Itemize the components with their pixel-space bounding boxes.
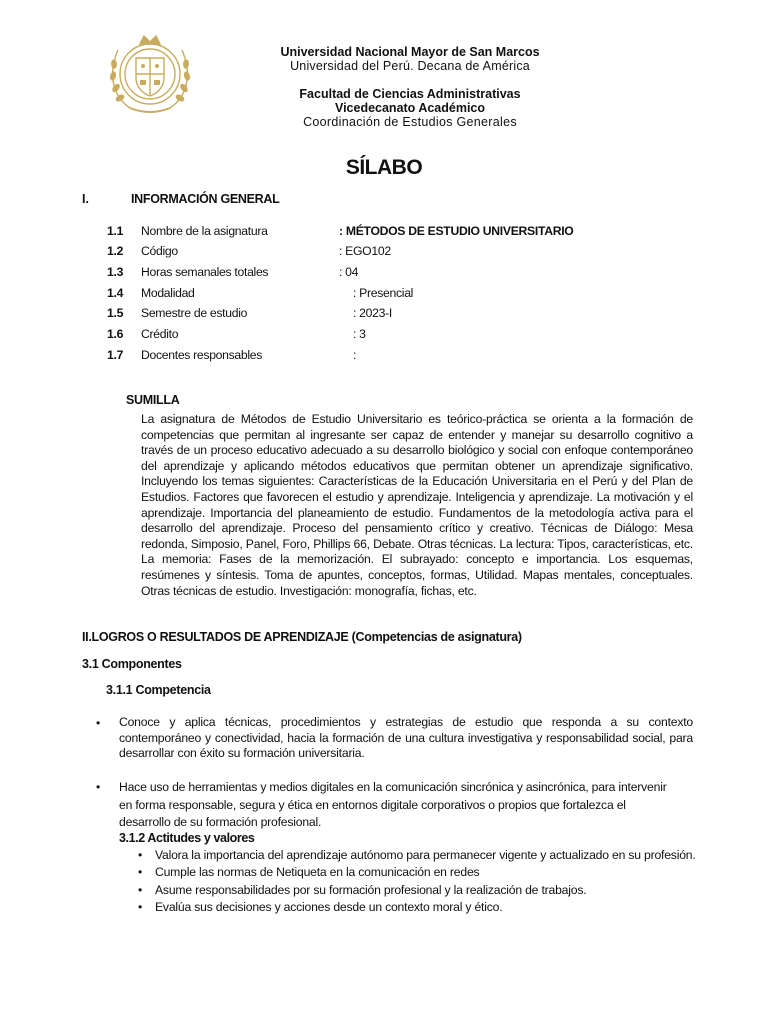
bullet-marker: • (138, 900, 143, 915)
attitude-text: Evalúa sus decisiones y acciones desde un contexto moral y ético. (155, 900, 503, 915)
list-item (138, 864, 696, 881)
section1-title: INFORMACIÓN GENERAL (131, 192, 280, 206)
row-label: Crédito (141, 327, 179, 341)
attitudes-heading: 3.1.2 Actitudes y valores (119, 831, 255, 845)
row-label: Docentes responsables (141, 348, 263, 362)
row-label: Modalidad (141, 286, 195, 300)
attitude-text: Valora la importancia del aprendizaje autónomo para permanecer vigente y actualizado en su profesión. (155, 848, 696, 862)
row-value: : 04 (339, 265, 359, 279)
sumilla-title: SUMILLA (126, 393, 180, 407)
competence-heading: 3.1.1 Competencia (106, 683, 211, 697)
section2-title: II.LOGROS O RESULTADOS DE APRENDIZAJE (Competencias de asignatura) (82, 630, 522, 644)
bullet-2-line: en forma responsable, segura y ética en entornos digitale corporativos o propios que fortalezca el (119, 797, 626, 812)
faculty-name: Facultad de Ciencias Administrativas (299, 87, 521, 101)
sumilla-text: La asignatura de Métodos de Estudio Universitario es teórico-práctica se orienta a la formación de competencias que permitan al ingresante ser capaz de entender y manejar su desarrollo cognitivo a través de un proceso educativo adecuado a su desarrollo biológico y social con enfoque contemporáneo del aprendizaje y aplicando métodos educativos que permitan obtener un aprendizaje significativo. Incluyendo los temas siguientes: Características de la Educación Universitaria en el Perú y del Plan de Estudios. Factores que favorecen el estudio y aprendizaje. Inteligencia y aprendizaje. La motivación y el aprendizaje. Importancia del planeamiento de estudio. Fundamentos de la metodología activa para el desarrollo del aprendizaje. Proceso del pensamiento crítico y creativo. Técnicas de Diálogo: Mesa redonda, Simposio, Panel, Foro, Phillips 66, Debate. Otras técnicas. La lectura: Tipos, características, etc. La memoria: Fases de la memorización. El subrayado: concepto e importancia. Los esquemas, resúmenes y síntesis. Toma de apuntes, conceptos, formas, Utilidad. Mapas mentales, conceptuales. Otras técnicas de estudio. Investigación: monografía, fichas, etc. (141, 412, 693, 598)
bullet-2-line: desarrollo de su formación profesional. (119, 815, 322, 829)
row-number: 1.4 (107, 286, 124, 300)
document-title: SÍLABO (345, 156, 423, 179)
info-row-credit (0, 327, 768, 347)
bullet-marker: • (138, 848, 143, 862)
list-item (138, 899, 696, 916)
bullet-2-line: Hace uso de herramientas y medios digitales en la comunicación sincrónica y asincrónica, para intervenir (119, 780, 667, 794)
coordination-name: Coordinación de Estudios Generales (303, 115, 517, 129)
list-item (138, 847, 696, 864)
university-seal-logo (100, 28, 200, 114)
row-value: : MÉTODOS DE ESTUDIO UNIVERSITARIO (339, 224, 574, 238)
list-item (138, 882, 696, 899)
university-name: Universidad Nacional Mayor de San Marcos (280, 45, 540, 59)
row-number: 1.1 (107, 224, 124, 238)
row-number: 1.7 (107, 348, 124, 362)
university-subtitle: Universidad del Perú. Decana de América (290, 59, 530, 73)
info-row-weekly-hours (0, 265, 768, 285)
bullet-marker: • (96, 716, 101, 730)
bullet-marker: • (138, 865, 143, 880)
vice-dean-office: Vicedecanato Académico (334, 101, 486, 115)
row-label: Horas semanales totales (141, 265, 269, 279)
row-label: Código (141, 244, 178, 258)
competence-bullet-2 (119, 779, 699, 832)
info-row-course-name (0, 224, 768, 244)
attitude-text: Cumple las normas de Netiqueta en la comunicación en redes (155, 865, 480, 880)
row-number: 1.5 (107, 306, 124, 320)
row-number: 1.6 (107, 327, 124, 341)
info-row-modality (0, 286, 768, 306)
row-value: : EGO102 (339, 244, 391, 258)
row-value: : 3 (353, 327, 366, 341)
info-row-code (0, 244, 768, 264)
row-label: Nombre de la asignatura (141, 224, 268, 238)
attitude-text: Asume responsabilidades por su formación profesional y la realización de trabajos. (155, 882, 587, 897)
info-row-semester (0, 306, 768, 326)
row-value: : (353, 348, 357, 362)
row-number: 1.3 (107, 265, 124, 279)
components-heading: 3.1 Componentes (82, 657, 182, 671)
row-value: : Presencial (353, 286, 414, 300)
section1-number: I. (82, 192, 89, 206)
row-value: : 2023-I (353, 306, 392, 320)
bullet-marker: • (138, 882, 143, 897)
row-number: 1.2 (107, 244, 124, 258)
row-label: Semestre de estudio (141, 306, 248, 320)
competence-bullet-1: Conoce y aplica técnicas, procedimientos y estrategias de estudio que responda a su contexto contemporáneo y conectividad, hacia la formación de una cultura investigativa y responsabilidad social, para desarrollar con éxito su formación universitaria. (119, 715, 693, 761)
bullet-marker: • (96, 780, 101, 794)
info-row-teachers (0, 348, 768, 368)
attitudes-list (138, 847, 696, 917)
